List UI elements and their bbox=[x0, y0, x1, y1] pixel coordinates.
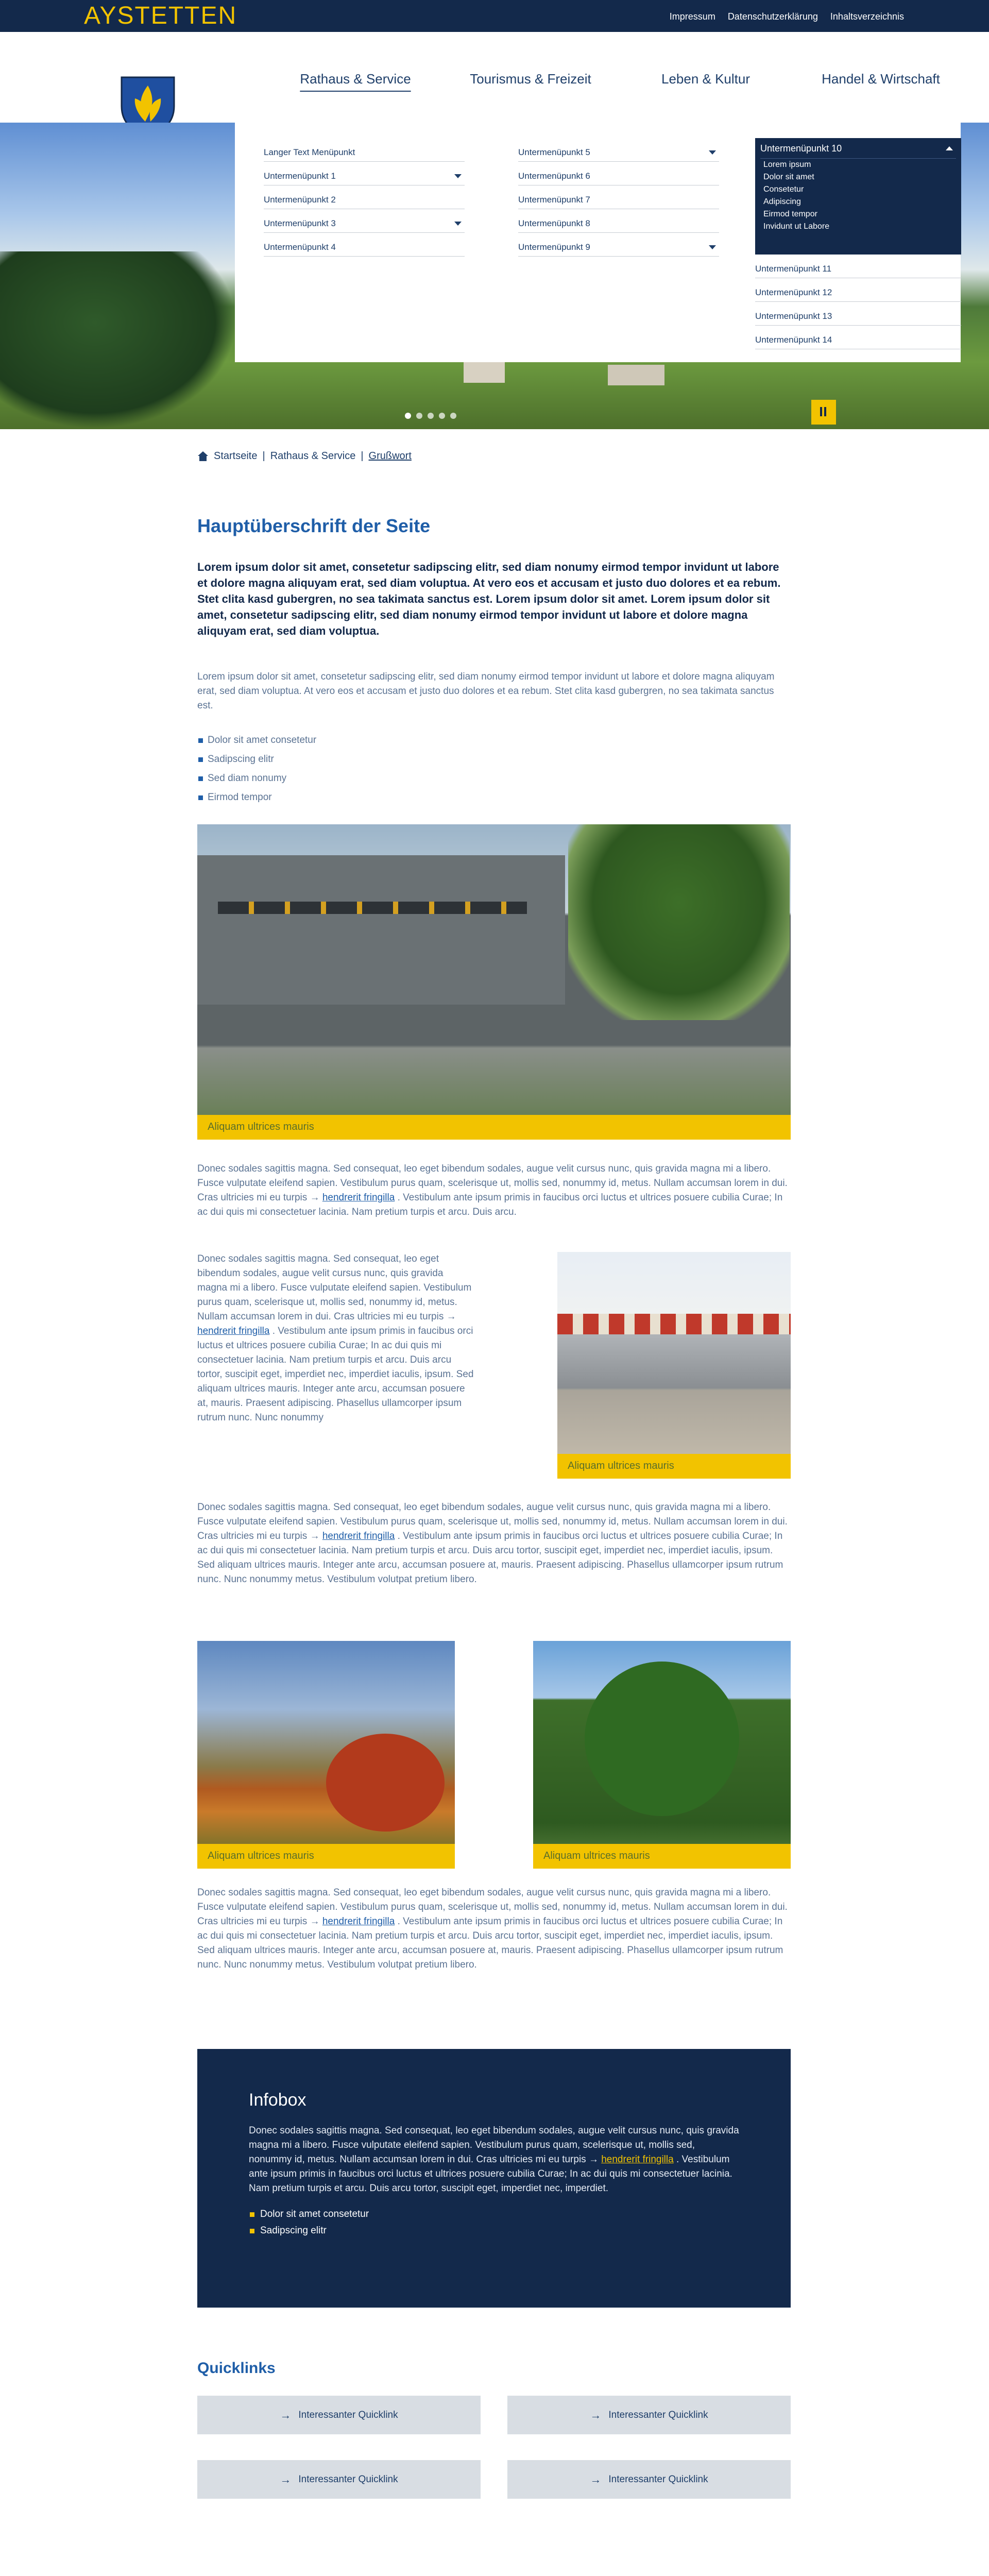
body-text: . Vestibulum ante ipsum primis in faucibus orci luctus et ultrices posuere cubilia Curae; In ac dui quis mi consectetuer lacinia. Nam pretium turpis et arcu. Duis arcu tortor, suscipit eget, imperdiet nec, imperdiet iaculis, ipsum. Sed aliquam ultrices mauris. Integer ante arcu, accumsan posuere at, mauris. Praesent adipiscing. Phasellus ullamcorper ipsum rutrum nunc. Nunc nonummy bbox=[197, 1326, 474, 1423]
page-title: Hauptüberschrift der Seite bbox=[197, 515, 431, 536]
quicklink-button[interactable] bbox=[507, 2460, 791, 2499]
submenu-item[interactable]: Eirmod tempor bbox=[763, 210, 817, 218]
quicklink-label: Interessanter Quicklink bbox=[298, 2409, 398, 2420]
image-caption: Aliquam ultrices mauris bbox=[533, 1844, 791, 1869]
lead-paragraph: Lorem ipsum dolor sit amet, consetetur sadipscing elitr, sed diam nonumy eirmod tempor invidunt ut labore et dolore magna aliquyam erat, sed diam voluptua. At vero eos et accusam et justo duo dolores et ea rebum. Stet clita kasd gubergren, no sea takimata sanctus est. Lorem ipsum dolor sit amet. Lorem ipsum dolor sit amet, consetetur sadipscing elitr, sed diam nonumy eirmod tempor invidunt ut labore et dolore magna aliquyam erat, sed diam voluptua. bbox=[197, 561, 781, 637]
inline-link[interactable]: hendrerit fringilla bbox=[322, 1531, 395, 1541]
list-item: Sed diam nonumy bbox=[197, 769, 316, 788]
mega-menu-item-label: Untermenüpunkt 9 bbox=[518, 242, 590, 252]
hero-trees bbox=[0, 251, 237, 429]
infobox-list bbox=[249, 2206, 739, 2239]
hero-image bbox=[0, 123, 989, 429]
submenu-item[interactable]: Invidunt ut Labore bbox=[763, 222, 830, 231]
hero-house bbox=[464, 360, 505, 383]
brand-logo-text[interactable]: AYSTETTEN bbox=[84, 2, 237, 29]
arrow-right-icon: → bbox=[280, 2472, 292, 2486]
top-bar bbox=[0, 0, 989, 32]
breadcrumb bbox=[197, 450, 412, 462]
image-caption: Aliquam ultrices mauris bbox=[557, 1454, 791, 1479]
body-text: Donec sodales sagittis magna. Sed consequat, leo eget bibendum sodales, augue velit cursus nunc, quis gravida magna mi a libero. Fusce vulputate eleifend sapien. Vestibulum purus quam, scelerisque ut, mollis sed, nonummy id, metus. Nullam accumsan lorem in dui. Cras ultricies mi eu turpis bbox=[197, 1502, 788, 1541]
building-windows bbox=[218, 902, 527, 914]
list-item: Eirmod tempor bbox=[197, 788, 316, 807]
tree bbox=[568, 824, 790, 1020]
infobox-body: Donec sodales sagittis magna. Sed consequat, leo eget bibendum sodales, augue velit cursus nunc, quis gravida magna mi a libero. Fusce vulputate eleifend sapien. Vestibulum purus quam, scelerisque ut, mollis sed, nonummy id, metus. Nullam accumsan lorem in dui. Cras ultricies mi eu turpis bbox=[249, 2125, 739, 2165]
list-item: Sadipscing elitr bbox=[197, 750, 316, 769]
quicklink-button[interactable] bbox=[507, 2396, 791, 2434]
quicklink-label: Interessanter Quicklink bbox=[608, 2409, 708, 2420]
list-item: Dolor sit amet consetetur bbox=[249, 2206, 739, 2223]
building-facade bbox=[557, 1314, 791, 1334]
utility-nav bbox=[670, 11, 904, 22]
green-tree-image bbox=[533, 1641, 791, 1869]
quicklinks-title: Quicklinks bbox=[197, 2360, 276, 2377]
nav-handel-wirtschaft[interactable]: Handel & Wirtschaft bbox=[822, 71, 940, 87]
quicklink-label: Interessanter Quicklink bbox=[608, 2473, 708, 2485]
slider-dot[interactable] bbox=[450, 413, 456, 419]
mega-menu-open-label-text: Untermenüpunkt 10 bbox=[760, 143, 842, 154]
mega-menu-item[interactable] bbox=[518, 233, 719, 257]
bullet-list bbox=[197, 731, 316, 807]
mega-menu-item[interactable]: Untermenüpunkt 2 bbox=[264, 185, 465, 209]
breadcrumb-item[interactable]: Rathaus & Service bbox=[270, 450, 356, 462]
list-item: Sadipscing elitr bbox=[249, 2223, 739, 2239]
autumn-tree-image bbox=[197, 1641, 455, 1869]
slider-dots bbox=[405, 413, 456, 419]
quicklink-button[interactable] bbox=[197, 2396, 481, 2434]
mega-menu bbox=[235, 123, 961, 362]
chevron-up-icon bbox=[946, 146, 953, 150]
body-text: Donec sodales sagittis magna. Sed consequat, leo eget bibendum sodales, augue velit cursus nunc, quis gravida magna mi a libero. Fusce vulputate eleifend sapien. Vestibulum purus quam, scelerisque ut, mollis sed, nonummy id, metus. Nullam accumsan lorem in dui. Cras ultricies mi eu turpis bbox=[197, 1163, 788, 1203]
inline-link[interactable]: hendrerit fringilla bbox=[322, 1916, 395, 1927]
main-nav bbox=[268, 71, 968, 87]
arrow-right-icon: → bbox=[590, 2408, 602, 2421]
body-text: Donec sodales sagittis magna. Sed consequat, leo eget bibendum sodales, augue velit cursus nunc, quis gravida magna mi a libero. Fusce vulputate eleifend sapien. Vestibulum purus quam, scelerisque ut, mollis sed, nonummy id, metus. Nullam accumsan lorem in dui. Cras ultricies mi eu turpis bbox=[197, 1253, 472, 1322]
utility-link-impressum[interactable]: Impressum bbox=[669, 11, 715, 22]
body-text: Donec sodales sagittis magna. Sed consequat, leo eget bibendum sodales, augue velit cursus nunc, quis gravida magna mi a libero. Fusce vulputate eleifend sapien. Vestibulum purus quam, scelerisque ut, mollis sed, nonummy id, metus. Nullam accumsan lorem in dui. Cras ultricies mi eu turpis bbox=[197, 1887, 788, 1927]
chevron-down-icon bbox=[454, 222, 462, 226]
building-wall bbox=[197, 855, 565, 1005]
chevron-down-icon bbox=[454, 174, 462, 178]
mega-menu-col-3 bbox=[755, 138, 961, 349]
infobox-body: . Vestibulum ante ipsum primis in faucibus orci luctus et ultrices posuere cubilia Curae; In ac dui quis mi consectetuer lacinia. Nam pretium turpis et arcu. Duis arcu tortor, suscipit eget, imperdiet nec, imperdiet. bbox=[249, 2154, 732, 2194]
chevron-down-icon bbox=[709, 150, 716, 155]
nav-tourismus-freizeit[interactable]: Tourismus & Freizeit bbox=[470, 71, 591, 87]
submenu-item[interactable]: Lorem ipsum bbox=[763, 160, 811, 169]
slider-dot[interactable] bbox=[416, 413, 422, 419]
submenu-item[interactable]: Consetetur bbox=[763, 185, 804, 194]
inline-link[interactable]: hendrerit fringilla bbox=[322, 1192, 395, 1203]
infobox-link[interactable]: hendrerit fringilla bbox=[601, 2154, 674, 2165]
body-paragraph bbox=[197, 1162, 790, 1219]
pause-button[interactable] bbox=[811, 400, 836, 425]
mega-menu-col-2 bbox=[518, 138, 719, 257]
mega-menu-item[interactable]: Untermenüpunkt 11 bbox=[755, 255, 961, 278]
mega-menu-item[interactable]: Untermenüpunkt 14 bbox=[755, 326, 961, 349]
school-image bbox=[557, 1252, 791, 1479]
mega-menu-item[interactable]: Untermenüpunkt 8 bbox=[518, 209, 719, 233]
home-icon[interactable] bbox=[197, 451, 209, 462]
tree bbox=[326, 1734, 445, 1832]
mega-menu-item-label: Untermenüpunkt 1 bbox=[264, 171, 336, 181]
tree bbox=[585, 1662, 739, 1816]
hero-house bbox=[608, 365, 664, 385]
mega-menu-item[interactable]: Untermenüpunkt 13 bbox=[755, 302, 961, 326]
link-arrow-icon: → bbox=[310, 1531, 322, 1541]
mega-menu-item[interactable]: Untermenüpunkt 12 bbox=[755, 278, 961, 302]
arrow-right-icon: → bbox=[280, 2408, 292, 2421]
chevron-down-icon bbox=[709, 245, 716, 249]
infobox-text bbox=[249, 2124, 739, 2196]
school-building-image bbox=[197, 824, 791, 1140]
mega-menu-open-label[interactable] bbox=[760, 143, 956, 159]
breadcrumb-separator: | bbox=[361, 450, 364, 462]
nav-rathaus-service[interactable]: Rathaus & Service bbox=[300, 71, 411, 87]
mega-menu-item[interactable]: Untermenüpunkt 4 bbox=[264, 233, 465, 257]
body-paragraph bbox=[197, 1886, 790, 1972]
mega-menu-item[interactable] bbox=[264, 209, 465, 233]
arrow-right-icon: → bbox=[590, 2472, 602, 2486]
intro-paragraph: Lorem ipsum dolor sit amet, consetetur sadipscing elitr, sed diam nonumy eirmod tempor invidunt ut labore et dolore magna aliquyam erat, sed diam voluptua. At vero eos et accusam et justo duo dolores et ea rebum. Stet clita kasd gubergren, no sea takimata sanctus est. bbox=[197, 671, 775, 711]
mega-menu-item-label: Untermenüpunkt 3 bbox=[264, 218, 336, 228]
image-caption: Aliquam ultrices mauris bbox=[197, 1844, 455, 1869]
image-caption: Aliquam ultrices mauris bbox=[197, 1115, 791, 1140]
breadcrumb-separator: | bbox=[262, 450, 265, 462]
body-text: . Vestibulum ante ipsum primis in faucibus orci luctus et ultrices posuere cubilia Curae; In ac dui quis mi consectetuer lacinia. Nam pretium turpis et arcu. Duis arcu. bbox=[197, 1192, 783, 1217]
inline-link[interactable]: hendrerit fringilla bbox=[197, 1326, 270, 1336]
slider-dot[interactable] bbox=[405, 413, 411, 419]
body-paragraph bbox=[197, 1500, 790, 1587]
infobox-title: Infobox bbox=[249, 2090, 306, 2110]
mega-menu-open-item[interactable] bbox=[755, 138, 961, 255]
breadcrumb-item[interactable]: Startseite bbox=[214, 450, 258, 462]
quicklink-label: Interessanter Quicklink bbox=[298, 2473, 398, 2485]
link-arrow-icon: → bbox=[588, 2154, 602, 2165]
nav-leben-kultur[interactable]: Leben & Kultur bbox=[661, 71, 750, 87]
mega-menu-item[interactable]: Langer Text Menüpunkt bbox=[264, 138, 465, 162]
infobox bbox=[197, 2049, 791, 2308]
submenu-item[interactable]: Dolor sit amet bbox=[763, 173, 814, 181]
link-arrow-icon: → bbox=[310, 1916, 322, 1927]
mega-menu-item-label: Untermenüpunkt 5 bbox=[518, 147, 590, 157]
mega-menu-col-1 bbox=[264, 138, 465, 257]
utility-link-datenschutz[interactable]: Datenschutzerklärung bbox=[727, 11, 818, 22]
submenu-item[interactable]: Adipiscing bbox=[763, 197, 801, 206]
body-text: . Vestibulum ante ipsum primis in faucibus orci luctus et ultrices posuere cubilia Curae; In ac dui quis mi consectetuer lacinia. Nam pretium turpis et arcu. Duis arcu tortor, suscipit eget, imperdiet nec, imperdiet iaculis, ipsum. Sed aliquam ultrices mauris. Integer ante arcu, accumsan posuere at, mauris. Praesent adipiscing. Phasellus ullamcorper ipsum rutrum nunc. Nunc nonummy metus. Vestibulum volutpat pretium libero. bbox=[197, 1531, 783, 1585]
slider-dot[interactable] bbox=[428, 413, 434, 419]
mega-menu-item[interactable] bbox=[518, 138, 719, 162]
mega-menu-item[interactable] bbox=[264, 162, 465, 185]
quicklink-button[interactable] bbox=[197, 2460, 481, 2499]
mega-menu-item[interactable]: Untermenüpunkt 6 bbox=[518, 162, 719, 185]
breadcrumb-current[interactable]: Grußwort bbox=[368, 450, 412, 462]
list-item: Dolor sit amet consetetur bbox=[197, 731, 316, 750]
body-text: . Vestibulum ante ipsum primis in faucibus orci luctus et ultrices posuere cubilia Curae; In ac dui quis mi consectetuer lacinia. Nam pretium turpis et arcu. Duis arcu tortor, suscipit eget, imperdiet nec, imperdiet iaculis, ipsum. Sed aliquam ultrices mauris. Integer ante arcu, accumsan posuere at, mauris. Praesent adipiscing. Phasellus ullamcorper ipsum rutrum nunc. Nunc nonummy metus. Vestibulum volutpat pretium libero. bbox=[197, 1916, 783, 1970]
float-paragraph bbox=[197, 1252, 475, 1425]
link-arrow-icon: → bbox=[310, 1192, 322, 1203]
utility-link-inhaltsverzeichnis[interactable]: Inhaltsverzeichnis bbox=[830, 11, 904, 22]
slider-dot[interactable] bbox=[439, 413, 445, 419]
mega-menu-item[interactable]: Untermenüpunkt 7 bbox=[518, 185, 719, 209]
link-arrow-icon: → bbox=[446, 1311, 456, 1322]
